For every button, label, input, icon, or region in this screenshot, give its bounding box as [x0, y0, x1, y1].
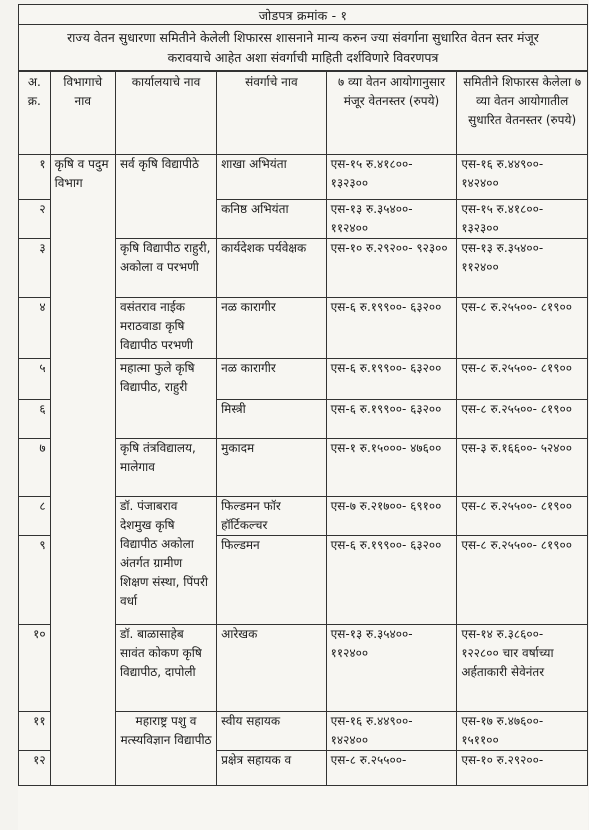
row-revised: एस-१४ रु.३८६००- १२२८०० चार वर्षाच्या अर्हताकारी सेवेनंतर: [457, 625, 588, 712]
table-header-row: [19, 71, 588, 155]
row-sr: ३: [19, 239, 51, 298]
row-revised: एस-८ रु.२५५००- ८१९००: [457, 298, 588, 359]
row-pay7: एस-८ रु.२५५००-: [326, 751, 457, 786]
row-pay7: एस-१३ रु.३५४००- ११२४००: [326, 625, 457, 712]
row-office: डॉ. पंजाबराव देशमुख कृषि विद्यापीठ अकोला अंतर्गत ग्रामीण शिक्षण संस्था, पिंपरी वर्धा: [115, 497, 216, 625]
row-sr: १०: [19, 625, 51, 712]
row-revised: एस-१५ रु.४१८००- १३२३००: [457, 200, 588, 239]
row-office: महात्मा फुले कृषि विद्यापीठ, राहुरी: [115, 359, 216, 439]
row-pay7: एस-१३ रु.३५४००- ११२४००: [326, 200, 457, 239]
row-pay7: एस-६ रु.१९९००- ६३२००: [326, 298, 457, 359]
row-sr: ११: [19, 712, 51, 751]
row-cadre: प्रक्षेत्र सहायक व: [217, 751, 327, 786]
row-office: सर्व कृषि विद्यापीठे: [115, 155, 216, 239]
col-header-revised: समितीने शिफारस केलेला ७ व्या वेतन आयोगातील सुधारित वेतनस्तर (रुपये): [457, 71, 588, 155]
col-header-sr: अ. क्र.: [19, 71, 51, 155]
row-cadre: स्वीय सहायक: [217, 712, 327, 751]
row-sr: ६: [19, 400, 51, 439]
annexure-sheet: [18, 4, 588, 830]
row-cadre: फिल्डमन: [217, 536, 327, 625]
col-header-dept: विभागाचे नाव: [50, 71, 115, 155]
row-office: कृषि तंत्रविद्यालय, मालेगाव: [115, 439, 216, 497]
row-revised: एस-१० रु.२९२००-: [457, 751, 588, 786]
row-cadre: कनिष्ठ अभियंता: [217, 200, 327, 239]
row-pay7: एस-१० रु.२९२००- ९२३००: [326, 239, 457, 298]
row-cadre: नळ कारागीर: [217, 359, 327, 400]
dept-name: कृषि व पदुम विभाग: [50, 155, 115, 786]
row-cadre: नळ कारागीर: [217, 298, 327, 359]
row-sr: ७: [19, 439, 51, 497]
row-pay7: एस-७ रु.२१७००- ६९१००: [326, 497, 457, 536]
row-pay7: एस-१६ रु.४४९००- १४२४००: [326, 712, 457, 751]
title-divider: [19, 24, 587, 25]
heading-line-2: करावयाचे आहेत अशा संवर्गाची माहिती दर्शविणारे विवरणपत्र: [167, 50, 439, 65]
row-revised: एस-८ रु.२५५००- ८१९००: [457, 536, 588, 625]
row-cadre: मुकादम: [217, 439, 327, 497]
annexure-title: जोडपत्र क्रमांक - १: [258, 8, 348, 23]
heading-line-1: राज्य वेतन सुधारणा समितीने केलेली शिफारस शासनाने मान्य करुन ज्या संवर्गाना सुधारित वेतन स्तर मंजूर: [67, 30, 539, 45]
row-sr: ५: [19, 359, 51, 400]
table-row: [19, 155, 588, 200]
row-revised: एस-८ रु.२५५००- ८१९००: [457, 497, 588, 536]
row-revised: एस-८ रु.२५५००- ८१९००: [457, 400, 588, 439]
cadre-pay-table: [18, 70, 588, 786]
row-cadre: शाखा अभियंता: [217, 155, 327, 200]
row-office: महाराष्ट्र पशु व मत्स्यविज्ञान विद्यापीठ: [115, 712, 216, 786]
col-header-office: कार्यालयाचे नाव: [115, 71, 216, 155]
row-pay7: एस-६ रु.१९९००- ६३२००: [326, 536, 457, 625]
row-office: कृषि विद्यापीठ राहुरी, अकोला व परभणी: [115, 239, 216, 298]
row-cadre: फिल्डमन फॉर हॉर्टिकल्चर: [217, 497, 327, 536]
col-header-pay7: ७ व्या वेतन आयोगानुसार मंजूर वेतनस्तर (रुपये): [326, 71, 457, 155]
row-sr: २: [19, 200, 51, 239]
row-pay7: एस-६ रु.१९९००- ६३२००: [326, 400, 457, 439]
row-office: डॉ. बाळासाहेब सावंत कोकण कृषि विद्यापीठ, दापोली: [115, 625, 216, 712]
title-box: [18, 4, 588, 72]
row-office: वसंतराव नाईक मराठवाडा कृषि विद्यापीठ परभणी: [115, 298, 216, 359]
row-cadre: आरेखक: [217, 625, 327, 712]
row-revised: एस-१७ रु.४७६००- १५११००: [457, 712, 588, 751]
row-sr: ४: [19, 298, 51, 359]
row-cadre: कार्यदेशक पर्यवेक्षक: [217, 239, 327, 298]
row-cadre: मिस्त्री: [217, 400, 327, 439]
col-header-cadre: संवर्गाचे नाव: [217, 71, 327, 155]
row-revised: एस-३ रु.१६६००- ५२४००: [457, 439, 588, 497]
row-sr: ९: [19, 536, 51, 625]
row-pay7: एस-१ रु.१५०००- ४७६००: [326, 439, 457, 497]
row-sr: १: [19, 155, 51, 200]
row-pay7: एस-१५ रु.४१८००- १३२३००: [326, 155, 457, 200]
row-sr: ८: [19, 497, 51, 536]
row-pay7: एस-६ रु.१९९००- ६३२००: [326, 359, 457, 400]
row-revised: एस-१३ रु.३५४००- ११२४००: [457, 239, 588, 298]
row-sr: १२: [19, 751, 51, 786]
row-revised: एस-८ रु.२५५००- ८१९००: [457, 359, 588, 400]
row-revised: एस-१६ रु.४४९००- १४२४००: [457, 155, 588, 200]
